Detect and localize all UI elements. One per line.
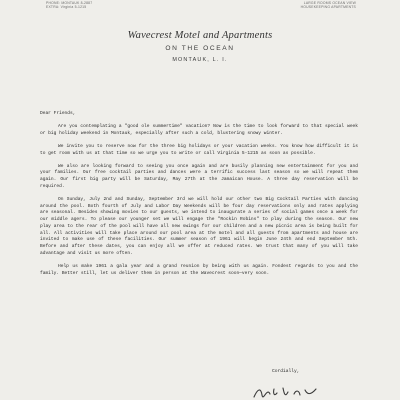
letter-closing: Cordially,: [272, 369, 300, 374]
letter-paragraph: On Sunday, July 2nd and Sunday, September 3rd we will hold our other two Big Cocktail Parties with dancing around the pool. Both fourth of July and Labor Day Weekends will be four day reservations only and rates applying are seasonal. Besides showing movies to our guests, we intend to inaugurate a series of social games once a week for our middle agers. To please our younger set we will engage the "Rockin Robins" to play during the season. Our new play area to the rear of the pool will have all new swings for our children and a new picnic area is being built for all. All activities will take place around our pool area at the motel and all guests from apartments and house are invited to make use of these facilities. Our summer season of 1961 will begin June 24th and end September 5th. Before and after these dates, you can enjoy all we offer at reduced rates. We trust that many of you will take advantage and visit us more often.: [40, 196, 358, 256]
header-amenities: [301, 1, 356, 9]
letterhead: [0, 30, 400, 63]
header-contact: [46, 1, 92, 9]
letter-paragraph: Are you contemplating a "good ole summertime" vacation? Now is the time to look forward to that special week or big holiday weekend in Montauk, especially after such a cold, blustering snowy winter.: [40, 124, 358, 136]
letterhead-subtitle: ON THE OCEAN: [165, 45, 235, 52]
header-extra-line: EXTRA: Virginia 5-1215: [46, 5, 87, 10]
letter-paragraph: We also are looking forward to seeing you once again and are busily planning new entertainment for you and your families. Our free cocktail parties and dances were a terrific success last season so we will repeat them again. Our first big party will be Saturday, May 27th at the Jamaican House. A three day reservation will be required.: [40, 163, 358, 189]
letter-salutation: Dear Friends,: [40, 111, 76, 116]
header-amenity-line-2: HOUSEKEEPING APARTMENTS: [300, 5, 356, 10]
header-phone-line: PHONE: MONTAUK 8-2887: [46, 1, 93, 5]
letter-body: [40, 111, 358, 283]
handwritten-signature: [250, 384, 320, 400]
letter-paragraph: Help us make 1961 a gala year and a grand reunion by being with us again. Fondest regards to you and the family. Better still, let us deliver them in person at the Wavecrest soon—very soon.: [40, 263, 358, 276]
header-strip: [0, 0, 400, 10]
header-amenity-line-1: LARGE ROOMS OCEAN VIEW: [303, 1, 356, 5]
letterhead-name: Wavecrest Motel and Apartments: [127, 30, 273, 41]
letter-paragraph: We invite you to reserve now for the three big holidays or your vacation weeks. You know how difficult it is to get room with us at that time so we urge you to write or call Virginia 5-1215 as soon as possible.: [40, 143, 358, 156]
letterhead-place: MONTAUK, L. I.: [172, 57, 228, 63]
